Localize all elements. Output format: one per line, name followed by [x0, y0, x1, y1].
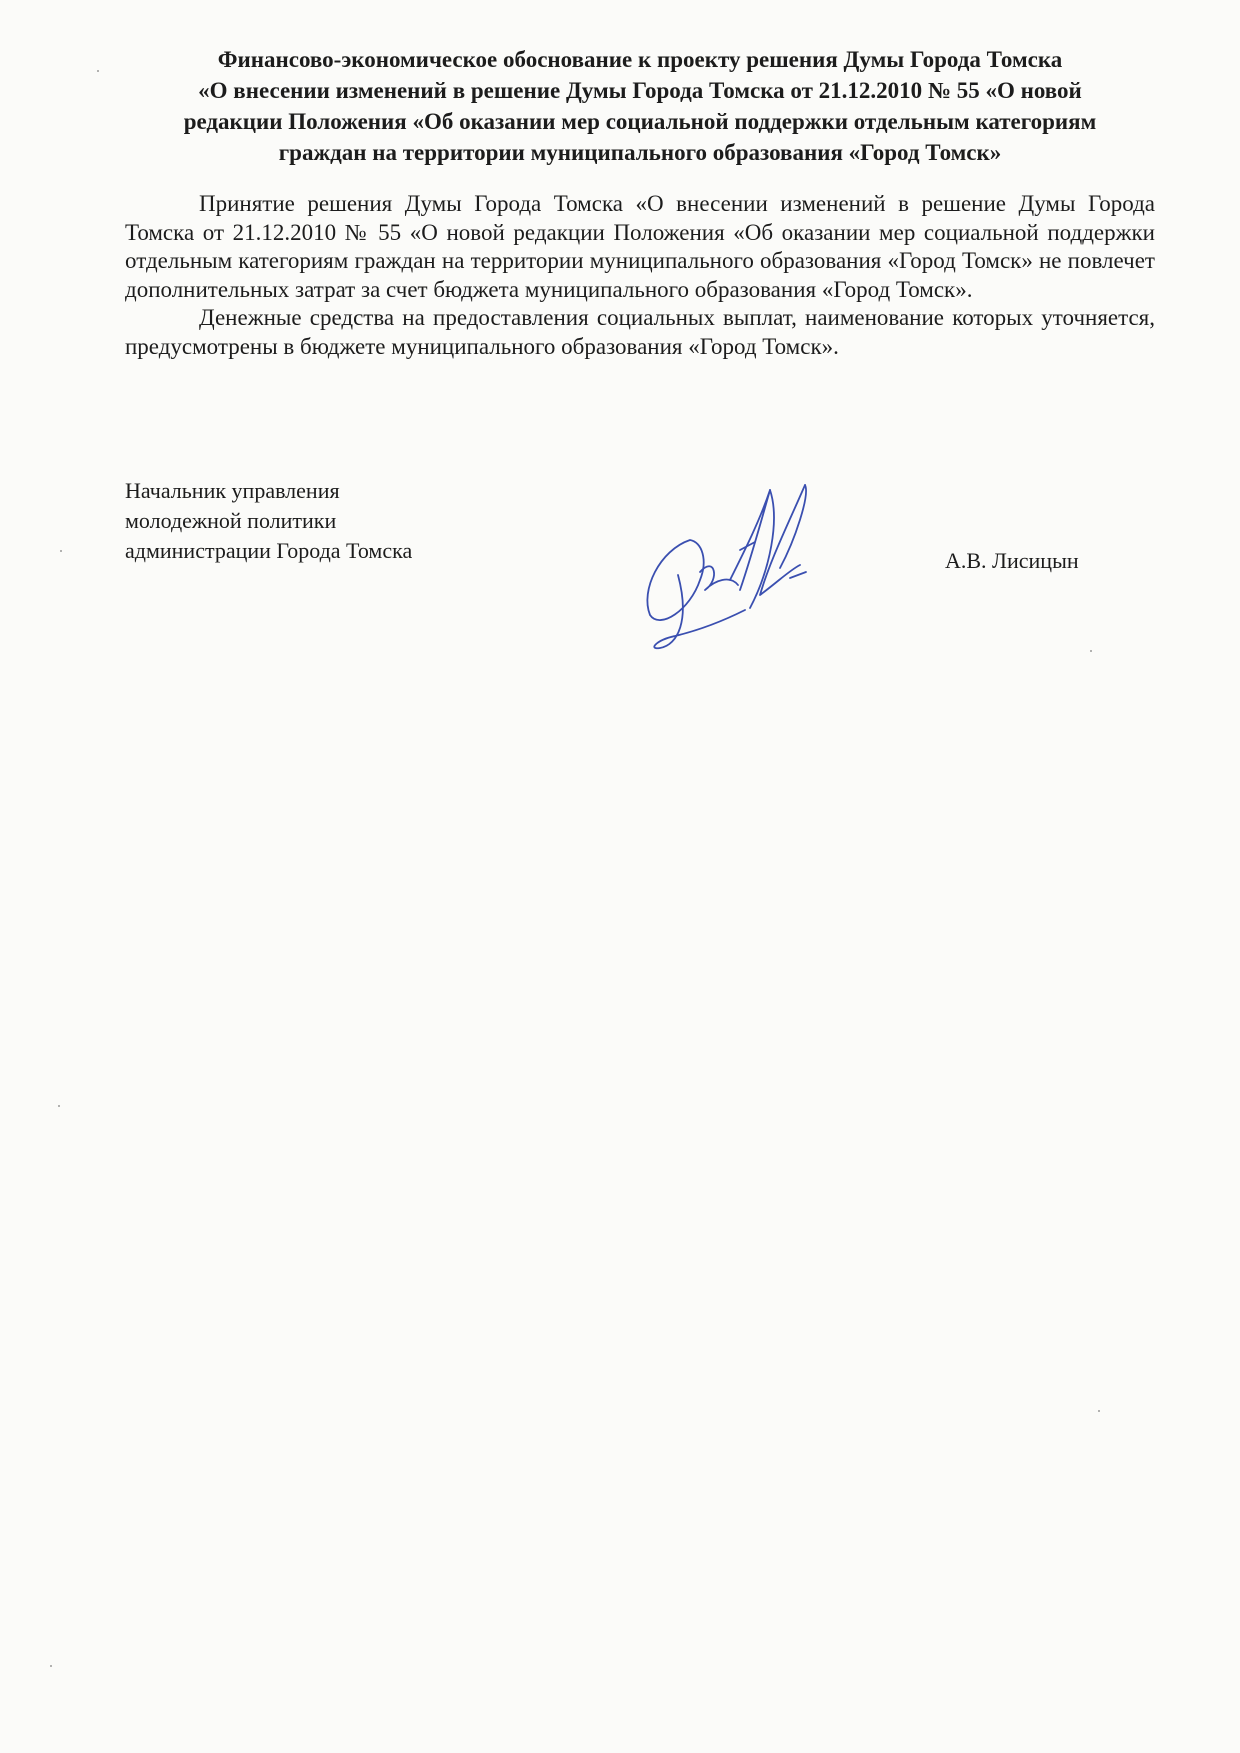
title-line: граждан на территории муниципального образования «Город Томск» — [278, 140, 1002, 165]
title-line: Финансово-экономическое обоснование к проекту решения Думы Города Томска — [217, 47, 1063, 72]
scan-speck — [1098, 1410, 1100, 1412]
position-line: молодежной политики — [125, 508, 337, 533]
signatory-name: А.В. Лисицын — [945, 548, 1079, 573]
paragraph-funds: Денежные средства на предоставления социальных выплат, наименование которых уточняется, предусмотрены в бюджете муниципального образования «Город Томск». — [125, 305, 1155, 359]
position-line: Начальник управления — [125, 478, 340, 503]
title-line: «О внесении изменений в решение Думы Города Томска от 21.12.2010 № 55 «О новой — [198, 78, 1082, 103]
document-body — [125, 190, 1155, 361]
position-line: администрации Города Томска — [125, 538, 413, 563]
scan-speck — [97, 70, 99, 72]
scan-speck — [1090, 650, 1092, 652]
document-title — [120, 44, 1160, 168]
scan-speck — [50, 1665, 52, 1667]
handwritten-signature — [620, 480, 860, 660]
scan-speck — [60, 550, 62, 552]
paragraph-decision: Принятие решения Думы Города Томска «О внесении изменений в решение Думы Города Томска от 21.12.2010 № 55 «О новой редакции Положения «Об оказании мер социальной поддержки отдельным категориям граждан на территории муниципального образования «Город Томск» не повлечет дополнительных затрат за счет бюджета муниципального образования «Город Томск». — [125, 191, 1155, 302]
signatory-position — [125, 476, 412, 566]
title-line: редакции Положения «Об оказании мер социальной поддержки отдельным категориям — [183, 109, 1097, 134]
scan-speck — [58, 1105, 60, 1107]
